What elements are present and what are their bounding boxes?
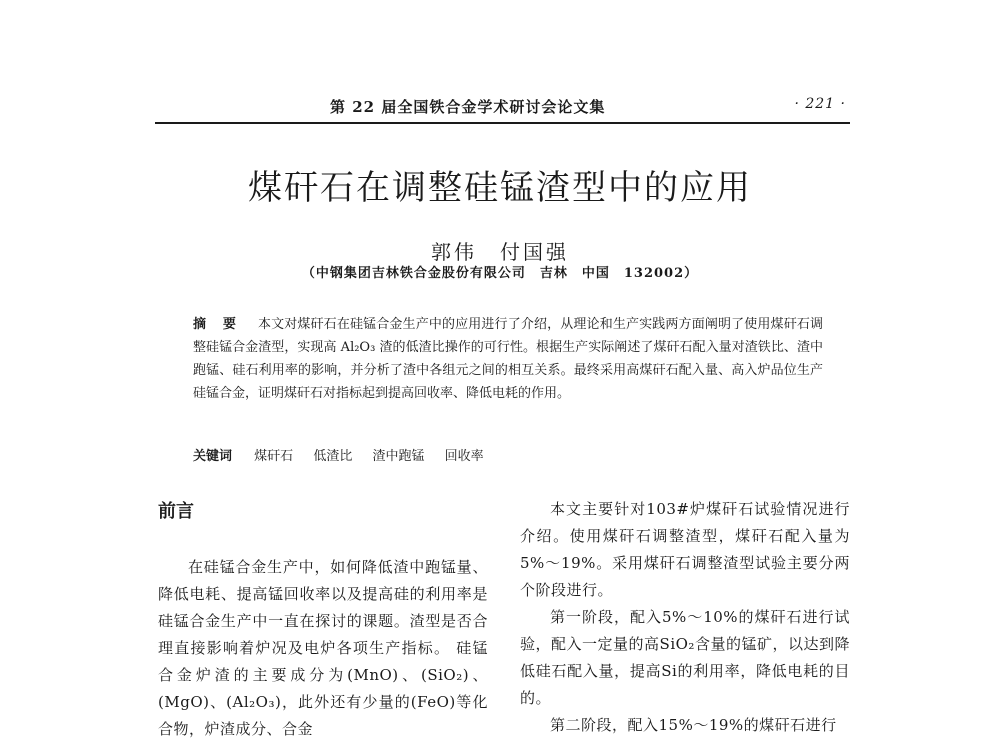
- body-paragraph: 第一阶段，配入5%～10%的煤矸石进行试验，配入一定量的高SiO₂含量的锰矿，以达到降低硅石配入量，提高Si的利用率，降低电耗的目的。: [520, 608, 850, 707]
- abstract-text: 本文对煤矸石在硅锰合金生产中的应用进行了介绍，从理论和生产实践两方面阐明了使用煤矸石调整硅锰合金渣型，实现高 Al₂O₃ 渣的低渣比操作的可行性。根据生产实际阐述了煤矸石配入量对渣铁比、渣中跑锰、硅石利用率的影响，并分析了渣中各组元之间的相互关系。最终采用高煤矸石配入量、高入炉品位生产硅锰合金，证明煤矸石对指标起到提高回收率、降低电耗的作用。: [193, 317, 823, 401]
- left-column: [158, 500, 488, 743]
- collection-title: 第 22 届全国铁合金学术研讨会论文集: [330, 98, 606, 116]
- body-paragraph: 在硅锰合金生产中，如何降低渣中跑锰量、降低电耗、提高锰回收率以及提高硅的利用率是硅锰合金生产中一直在探讨的课题。渣型是否合理直接影响着炉况及电炉各项生产指标。 硅锰合金炉渣的主要成分为(MnO)、(SiO₂)、(MgO)、(Al₂O₃)，此外还有少量的(FeO)等化合物，炉渣成分、合金: [158, 558, 488, 738]
- keywords: [193, 446, 823, 468]
- right-column: [520, 496, 850, 739]
- body-paragraph: 第二阶段，配入15%～19%的煤矸石进行: [550, 716, 837, 734]
- article-title: 煤矸石在调整硅锰渣型中的应用: [248, 168, 752, 208]
- section-heading-preface: 前言: [158, 501, 194, 522]
- keyword: 回收率: [444, 449, 484, 464]
- abstract-label: 摘 要: [193, 317, 242, 332]
- abstract: [193, 313, 823, 405]
- running-header: [155, 92, 850, 124]
- keyword: 低渣比: [313, 449, 353, 464]
- keyword: 煤矸石: [254, 449, 294, 464]
- article-authors: 郭伟 付国强: [431, 240, 569, 264]
- keywords-label: 关键词: [193, 449, 233, 464]
- page-number: · 221 ·: [794, 96, 846, 112]
- body-paragraph: 本文主要针对103#炉煤矸石试验情况进行介绍。使用煤矸石调整渣型，煤矸石配入量为5%～19%。采用煤矸石调整渣型试验主要分两个阶段进行。: [520, 500, 850, 599]
- article-affiliation: （中钢集团吉林铁合金股份有限公司 吉林 中国 132002）: [301, 266, 699, 281]
- keyword: 渣中跑锰: [372, 449, 425, 464]
